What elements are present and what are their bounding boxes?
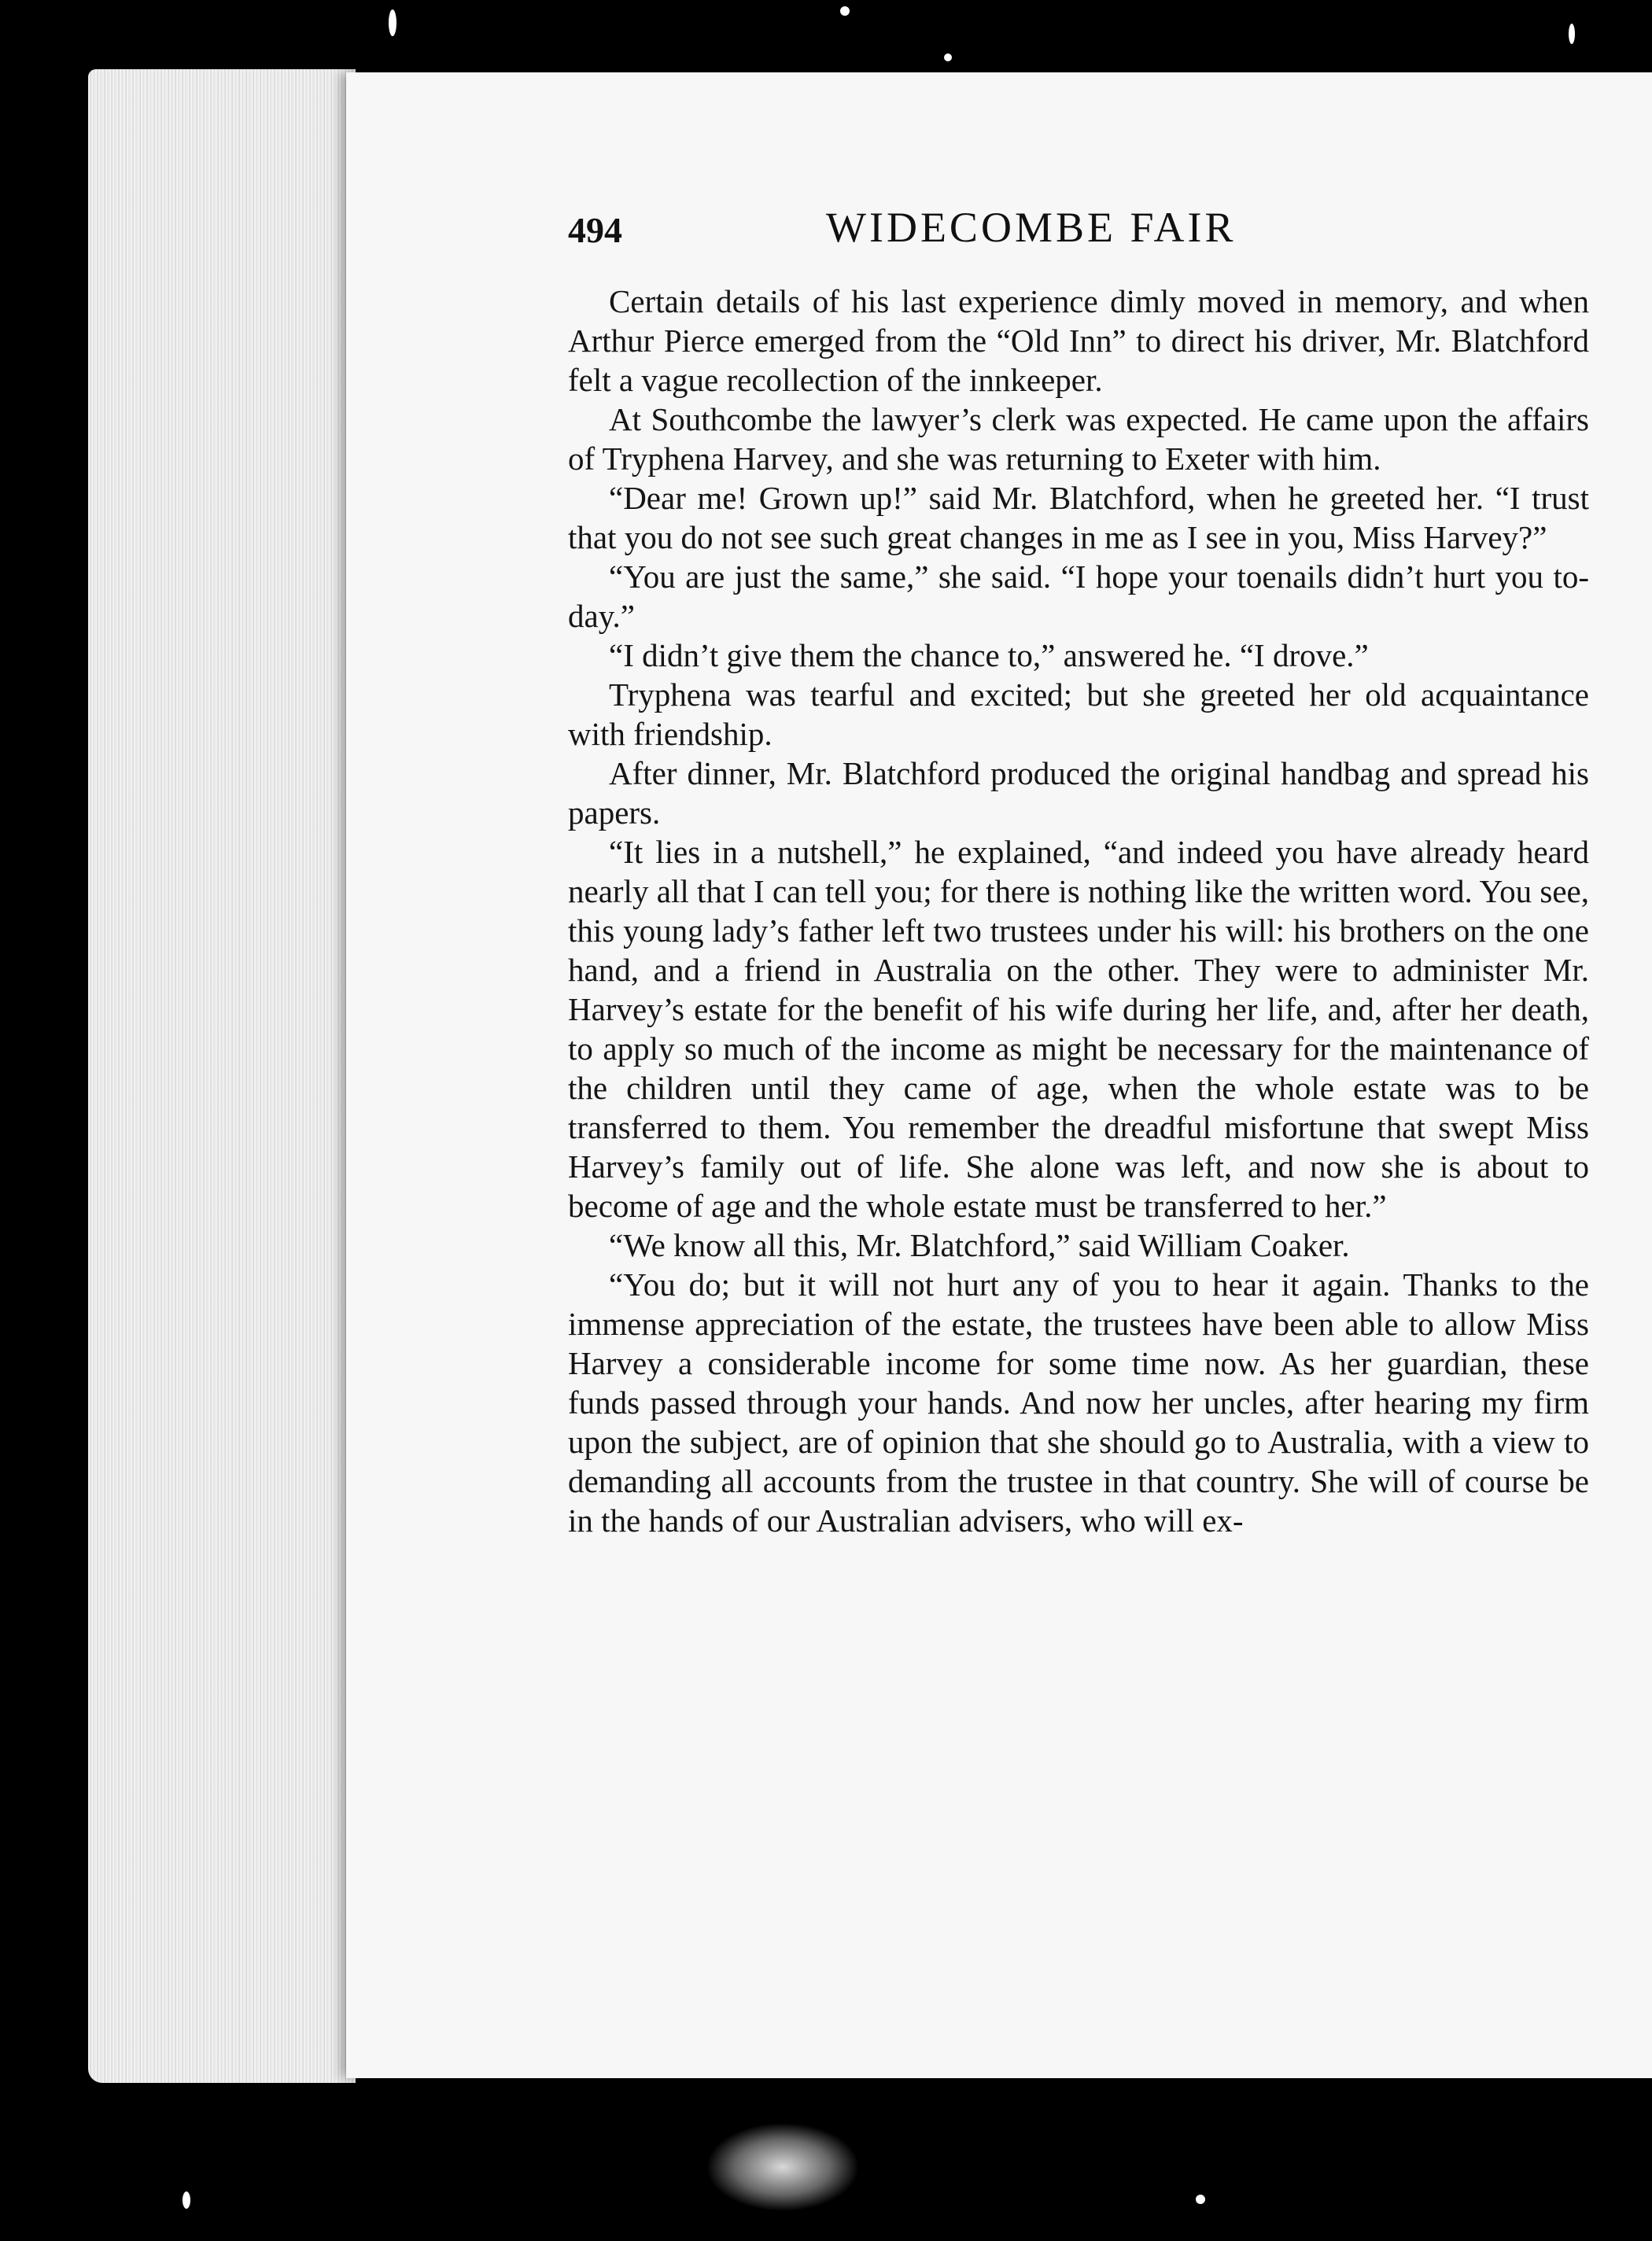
- body-text: [568, 282, 1589, 1540]
- paragraph: “I didn’t give them the chance to,” answered he. “I drove.”: [609, 637, 1369, 673]
- page-header: [568, 203, 1591, 266]
- paragraph: Certain details of his last experience dimly moved in memory, and when Arthur Pierce emerged from the “Old Inn” to direct his driver, Mr. Blatchford felt a vague recollection of the innkeeper.: [568, 283, 1589, 398]
- paragraph: “We know all this, Mr. Blatchford,” said William Coaker.: [609, 1227, 1350, 1263]
- scan-smudge: [708, 2124, 857, 2210]
- paragraph: After dinner, Mr. Blatchford produced the original handbag and spread his papers.: [568, 755, 1589, 831]
- page-number: 494: [568, 210, 622, 250]
- page-edges: [88, 69, 356, 2083]
- paragraph: At Southcombe the lawyer’s clerk was expected. He came upon the affairs of Tryphena Harvey, and she was returning to Exeter with him.: [568, 401, 1589, 477]
- paragraph: “It lies in a nutshell,” he explained, “and indeed you have already heard nearly all that I can tell you; for there is nothing like the written word. You see, this young lady’s father left two trustees under his will: his brothers on the one hand, and a friend in Australia on the other. They were to administer Mr. Harvey’s estate for the benefit of his wife during her life, and, after her death, to apply so much of the income as might be necessary for the maintenance of the children until they came of age, when the whole estate was to be transferred to them. You remember the dreadful misfortune that swept Miss Harvey’s family out of life. She alone was left, and now she is about to become of age and the whole estate must be transferred to her.”: [568, 834, 1589, 1224]
- paragraph: “Dear me! Grown up!” said Mr. Blatchford, when he greeted her. “I trust that you do not see such great changes in me as I see in you, Miss Harvey?”: [568, 480, 1589, 555]
- paragraph: Tryphena was tearful and excited; but she greeted her old acquaintance with friendship.: [568, 676, 1589, 752]
- paragraph: “You do; but it will not hurt any of you to hear it again. Thanks to the immense appreciation of the estate, the trustees have been able to allow Miss Harvey a considerable income for some time now. As her guardian, these funds passed through your hands. And now her uncles, after hearing my firm upon the subject, are of opinion that she should go to Australia, with a view to demanding all accounts from the trustee in that country. She will of course be in the hands of our Australian advisers, who will ex-: [568, 1266, 1589, 1539]
- paragraph: “You are just the same,” she said. “I hope your toenails didn’t hurt you to-day.”: [568, 558, 1589, 634]
- running-head: WIDECOMBE FAIR: [826, 204, 1237, 251]
